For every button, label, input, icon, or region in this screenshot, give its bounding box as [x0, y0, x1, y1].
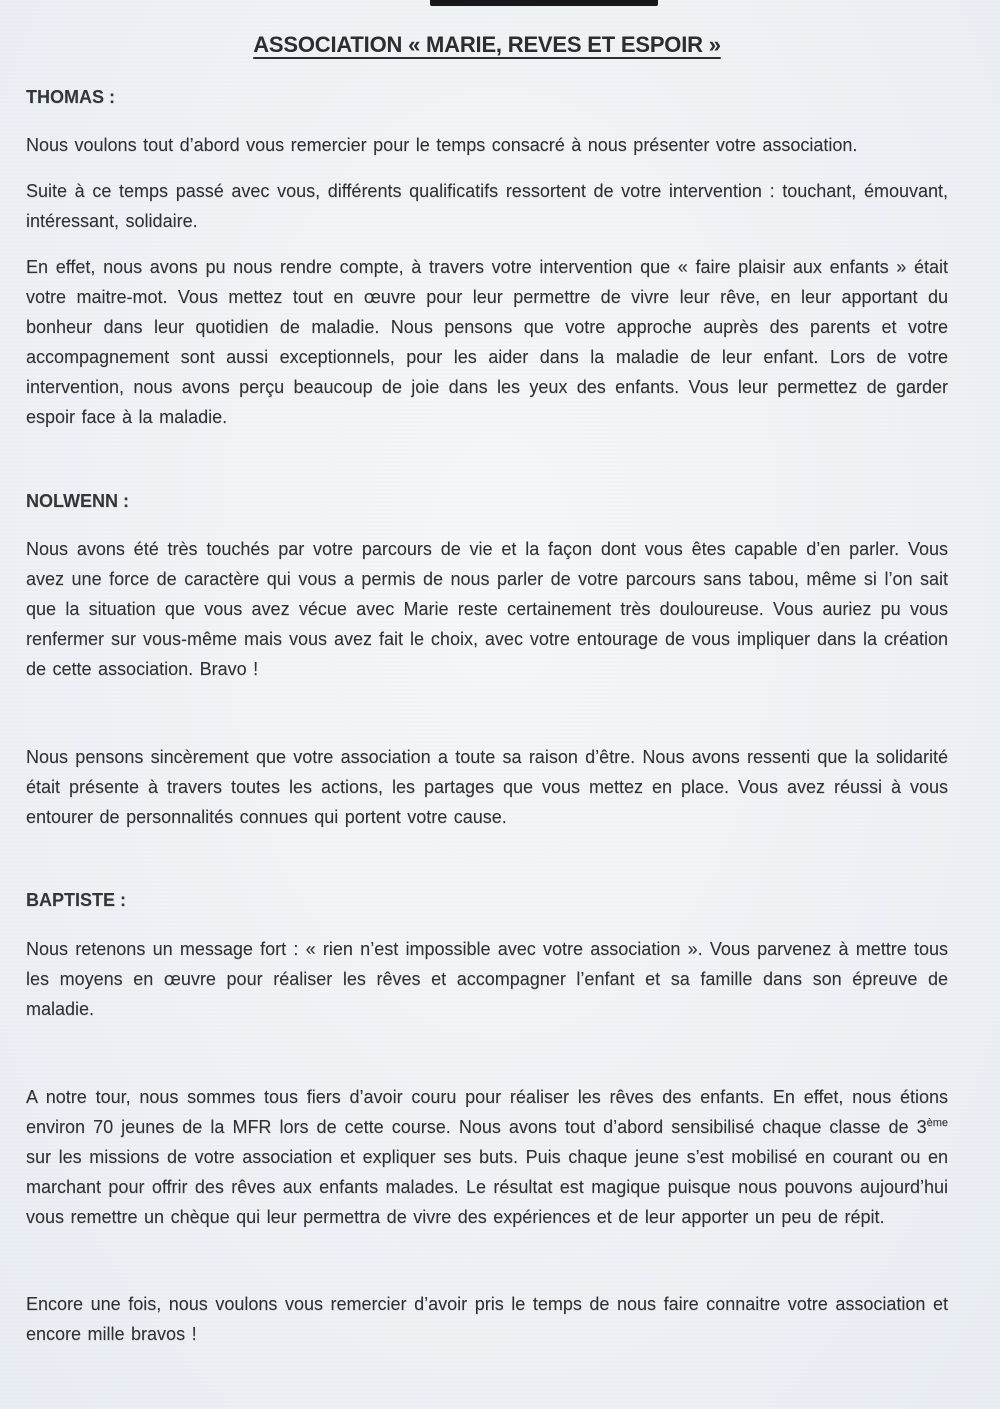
paragraph-thomas-3: En effet, nous avons pu nous rendre compte, à travers votre intervention que « faire plaisir aux enfants » était votre maitre-mot. Vous mettez tout en œuvre pour leur permettre de vivre leur rêve, en leur apportant du bonheur dans leur quotidien de maladie. Nous pensons que votre approche auprès des parents et votre accompagnement sont aussi exceptionnels, pour les aider dans la maladie de leur enfant. Lors de votre intervention, nous avons perçu beaucoup de joie dans les yeux des enfants. Vous leur permettez de garder espoir face à la maladie. — [26, 257, 948, 427]
paragraph-thomas-1: Nous voulons tout d’abord vous remercier pour le temps consacré à nous présenter votre association. — [26, 135, 858, 155]
paragraph-nolwenn-1: Nous avons été très touchés par votre parcours de vie et la façon dont vous êtes capable d’en parler. Vous avez une force de caractère qui vous a permis de nous parler de votre parcours sans tabou, même si l’on sait que la situation que vous avez vécue avec Marie reste certainement très douloureuse. Vous auriez pu vous renfermer sur vous-même mais vous avez fait le choix, avec votre entourage de vous impliquer dans la création de cette association. Bravo ! — [26, 539, 948, 679]
paragraph-baptiste-1: Nous retenons un message fort : « rien n’est impossible avec votre association ». Vous parvenez à mettre tous les moyens en œuvre pour réaliser les rêves et accompagner l’enfant et sa famille dans son épreuve de maladie. — [26, 939, 948, 1019]
document-title: ASSOCIATION « MARIE, REVES ET ESPOIR » — [253, 32, 721, 57]
section-heading-thomas: THOMAS : — [26, 87, 115, 107]
scan-edge-artifact-bar — [430, 0, 658, 6]
section-heading-nolwenn: NOLWENN : — [26, 491, 129, 511]
paragraph-baptiste-2-after-superscript: sur les missions de votre association et expliquer ses buts. Puis chaque jeune s’est mobilisé en courant ou en marchant pour offrir des rêves aux enfants malades. Le résultat est magique puisque nous pouvons aujourd’hui vous remettre un chèque qui leur permettra de vivre des expériences et de leur apporter un peu de répit. — [26, 1147, 948, 1227]
paragraph-baptiste-2-before-superscript: A notre tour, nous sommes tous fiers d’avoir couru pour réaliser les rêves des enfants. En effet, nous étions environ 70 jeunes de la MFR lors de cette course. Nous avons tout d’abord sensibilisé chaque classe de 3 — [26, 1087, 948, 1137]
ordinal-superscript: ème — [926, 1117, 948, 1129]
paragraph-nolwenn-2: Nous pensons sincèrement que votre association a toute sa raison d’être. Nous avons ressenti que la solidarité était présente à travers toutes les actions, les partages que vous mettez en place. Vous avez réussi à vous entourer de personnalités connues qui portent votre cause. — [26, 747, 948, 827]
closing-paragraph: Encore une fois, nous voulons vous remercier d’avoir pris le temps de nous faire connaitre votre association et encore mille bravos ! — [26, 1294, 948, 1344]
paragraph-thomas-2: Suite à ce temps passé avec vous, différents qualificatifs ressortent de votre intervention : touchant, émouvant, intéressant, solidaire. — [26, 181, 948, 231]
section-heading-baptiste: BAPTISTE : — [26, 890, 127, 910]
paragraph-baptiste-2 — [26, 1082, 948, 1232]
